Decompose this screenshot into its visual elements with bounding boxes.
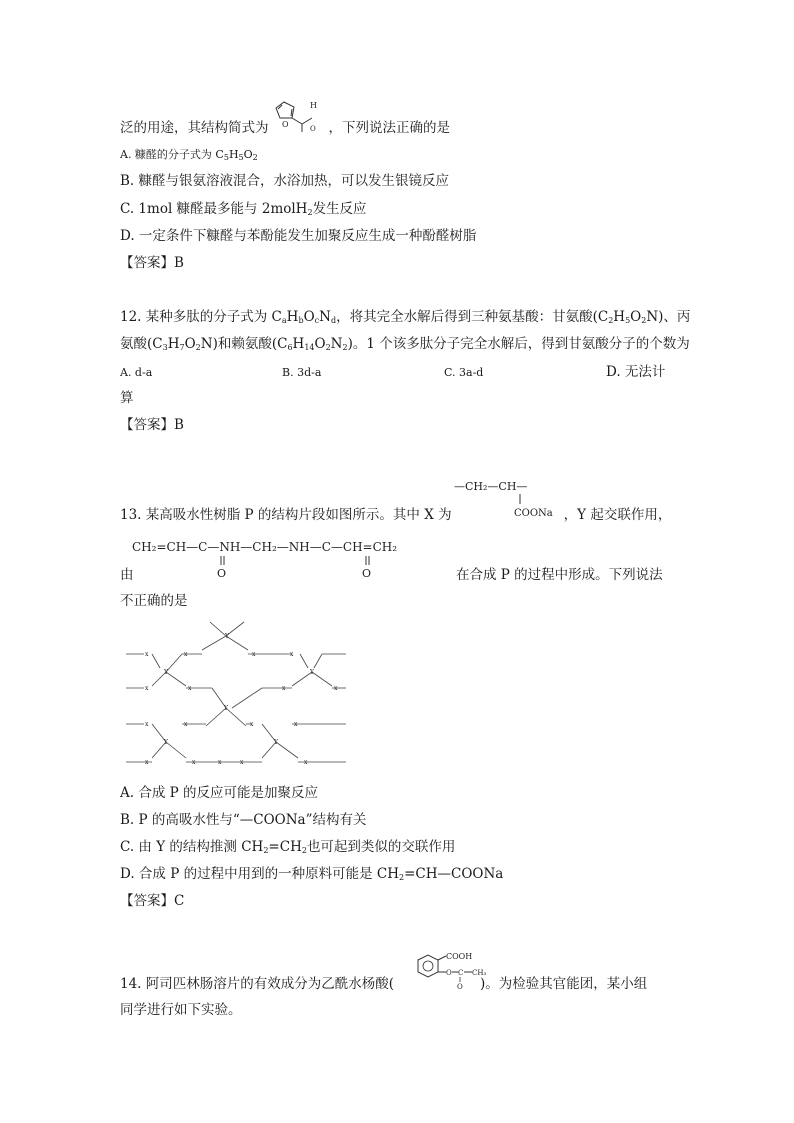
q12-option-d-cont: 算 [120,390,134,406]
q13-answer: 【答案】C [120,893,185,909]
svg-text:x: x [188,685,192,692]
svg-text:x: x [145,685,149,692]
svg-text:x: x [294,721,298,728]
svg-text:O: O [217,567,227,580]
svg-text:x: x [145,651,149,658]
svg-text:x: x [240,759,244,766]
q13-option-b: B. P 的高吸水性与“—COONa”结构有关 [120,812,367,828]
svg-text:—CH₂—CH—: —CH₂—CH— [454,480,528,493]
svg-text:Y: Y [225,633,229,640]
q12-option-b: B. 3d-a [282,366,322,379]
svg-text:Y: Y [164,739,168,746]
svg-text:C: C [458,969,464,977]
svg-text:O: O [362,567,372,580]
svg-text:COOH: COOH [446,952,473,961]
svg-text:O: O [310,125,316,133]
svg-text:CH₃: CH₃ [472,969,487,977]
svg-text:x: x [218,759,222,766]
q13-option-a: A. 合成 P 的反应可能是加聚反应 [120,785,318,801]
svg-text:x: x [282,685,286,692]
svg-text:x: x [184,651,188,658]
q11-option-d: D. 一定条件下糠醛与苯酚能发生加聚反应生成一种酚醛树脂 [120,228,477,244]
q12-answer: 【答案】B [120,417,184,433]
svg-text:O: O [446,969,452,977]
q11-option-b: B. 糠醛与银氨溶液混合，水浴加热，可以发生银镜反应 [120,173,450,189]
q14-stem-line1: 14. 阿司匹林肠溶片的有效成分为乙酰水杨酸( )。为检验其官能团，某小组 [120,976,648,992]
q12-option-d: D. 无法计 [606,364,666,380]
svg-text:x: x [304,759,308,766]
svg-text:Y: Y [224,705,228,712]
svg-text:H: H [310,101,317,110]
svg-text:x: x [145,759,149,766]
svg-text:x: x [184,721,188,728]
q13-stem-line1: 13. 某高吸水性树脂 P 的结构片段如图所示。其中 X 为 ，Y 起交联作用， [120,507,672,523]
svg-text:Y: Y [164,669,168,676]
q12-option-c: C. 3a-d [444,366,484,379]
q11-option-a: A. 糠醛的分子式为 $C_5H_5O_2$ [120,148,258,162]
q11-intro: 泛的用途，其结构简式为 ，下列说法正确的是 [120,120,450,136]
svg-text:x: x [192,759,196,766]
q12-stem-line2: 氨酸$(C_3H_7O_2N)$和赖氨酸$(C_6H_{14}O_2N_2)$。1 个该多肽分子完全水解后，得到甘氨酸分子的个数为 [120,336,690,352]
svg-text:x: x [334,685,338,692]
svg-text:Y: Y [274,739,278,746]
q12-stem-line1: 12. 某种多肽的分子式为 $C_aH_bO_cN_d$，将其完全水解后得到三种氨基酸：甘氨酸$(C_2H_5O_2N)$、丙 [120,309,691,325]
q13-stem-line2-a: 由 [120,567,134,583]
svg-text:x: x [252,651,256,658]
y-crosslinker-structure [132,536,462,580]
q13-stem-line2-b: 在合成 P 的过程中形成。下列说法 [456,567,663,583]
q11-option-c: C. 1mol 糠醛最多能与 2molH$_2$发生反应 [120,201,367,217]
q11-answer: 【答案】B [120,255,184,271]
svg-text:O: O [457,983,463,990]
q13-option-c: C. 由 Y 的结构推测 $CH_2=CH_2$也可起到类似的交联作用 [120,839,456,855]
svg-text:x: x [250,721,254,728]
svg-text:x: x [290,651,294,658]
resin-network-figure [122,616,352,776]
svg-text:x: x [145,721,149,728]
svg-text:CH₂=CH—C—NH—CH₂—NH—C—CH=CH₂: CH₂=CH—C—NH—CH₂—NH—C—CH=CH₂ [132,540,398,554]
q12-option-a: A. d-a [120,366,153,379]
q13-stem-line3: 不正确的是 [120,593,188,609]
svg-text:O: O [282,120,289,129]
q13-option-d: D. 合成 P 的过程中用到的一种原料可能是 $CH_2=CH—COONa$ [120,866,504,882]
svg-text:Y: Y [310,669,314,676]
svg-text:COONa: COONa [514,508,553,519]
q14-stem-line2: 同学进行如下实验。 [120,1002,242,1018]
